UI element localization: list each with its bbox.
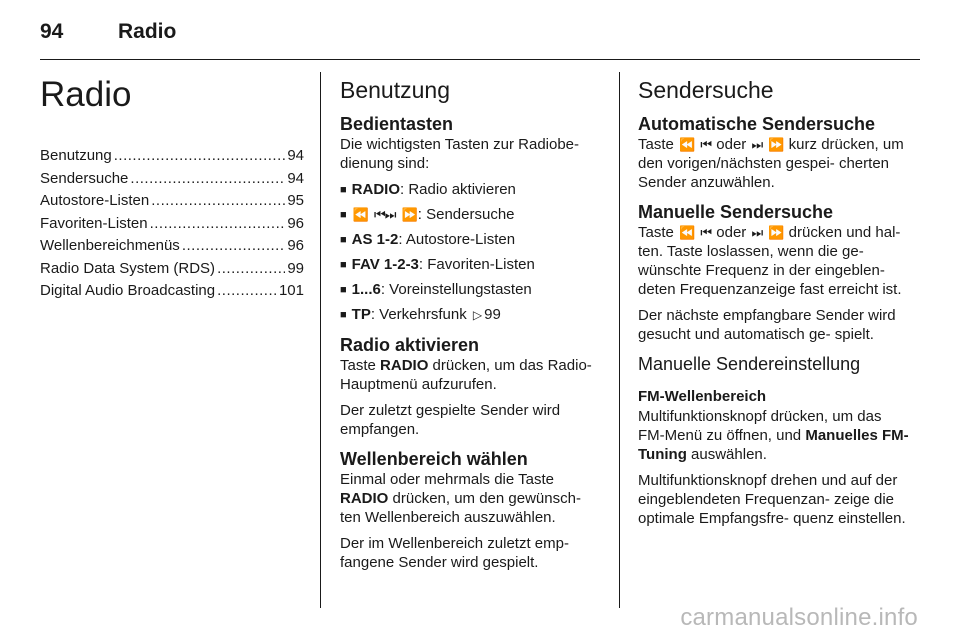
bullet-icon: ■ bbox=[340, 309, 347, 321]
toc-item[interactable]: Favoriten-Listen ..... 96 bbox=[40, 213, 304, 236]
bedientasten-intro: Die wichtigsten Tasten zur Radiobe- dienung sind: bbox=[340, 136, 580, 172]
manuelle-sendersuche-section bbox=[638, 202, 910, 344]
benutzung-column bbox=[340, 72, 602, 582]
seek-back-icon: ⏪ bbox=[679, 137, 695, 152]
seek-back-icon: ⏪ bbox=[679, 225, 695, 240]
next-icon: ⏭ bbox=[751, 225, 763, 240]
list-item: ■ TP: Verkehrsfunk ▷ 99 bbox=[340, 306, 501, 323]
chapter-title: Radio bbox=[40, 75, 132, 114]
radio-aktivieren-text: Taste RADIO drücken, um das Radio-Hauptmenü aufzurufen. bbox=[340, 357, 592, 393]
prev-icon: ⏮ bbox=[700, 225, 712, 240]
bedientasten-section bbox=[340, 114, 602, 325]
benutzung-heading: Benutzung bbox=[340, 77, 450, 103]
toc-item[interactable]: Radio Data System (RDS) ..... 99 bbox=[40, 258, 304, 281]
header-rule bbox=[40, 59, 920, 60]
wellenbereich-section bbox=[340, 449, 602, 572]
seek-forward-icon: ⏩ bbox=[768, 225, 784, 240]
radio-aktivieren-section bbox=[340, 335, 602, 439]
toc-item[interactable]: Sendersuche ..... 94 bbox=[40, 168, 304, 191]
toc-list bbox=[40, 145, 304, 303]
automatische-sendersuche-section bbox=[638, 114, 910, 192]
wellenbereich-heading: Wellenbereich wählen bbox=[340, 449, 528, 469]
bullet-icon: ■ bbox=[340, 184, 347, 196]
key-list bbox=[340, 180, 602, 325]
manuelle-sendersuche-note: Der nächste empfangbare Sender wird gesucht und automatisch ge- spielt. bbox=[638, 307, 896, 343]
sendersuche-heading: Sendersuche bbox=[638, 77, 774, 103]
fm-wellenbereich-text: Multifunktionsknopf drücken, um das FM-Menü zu öffnen, und Manuelles FM-Tuning auswählen. bbox=[638, 408, 909, 463]
bullet-icon: ■ bbox=[340, 234, 347, 246]
column-divider-2 bbox=[619, 72, 620, 608]
toc-column bbox=[40, 72, 304, 303]
bullet-icon: ■ bbox=[340, 259, 347, 271]
list-item: ■ FAV 1-2-3: Favoriten-Listen bbox=[340, 256, 535, 273]
list-item: ■ 1...6: Voreinstellungstasten bbox=[340, 281, 532, 298]
sendereinstellung-section bbox=[638, 354, 910, 528]
prev-icon: ⏮ bbox=[700, 137, 712, 152]
list-item: ■ ⏪ ⏮⏭ ⏩: Sendersuche bbox=[340, 206, 515, 223]
automatische-sendersuche-text: Taste ⏪ ⏮ oder ⏭ ⏩ kurz drücken, um den vorigen/nächsten gespei- cherten Sender anzuwählen. bbox=[638, 136, 904, 191]
wellenbereich-text: Einmal oder mehrmals die Taste RADIO drücken, um den gewünsch- ten Wellenbereich auszuwählen. bbox=[340, 471, 581, 526]
toc-item[interactable]: Benutzung ..... 94 bbox=[40, 145, 304, 168]
toc-item[interactable]: Autostore-Listen ..... 95 bbox=[40, 190, 304, 213]
page-reference[interactable]: 99 bbox=[484, 306, 501, 323]
bullet-icon: ■ bbox=[340, 209, 347, 221]
prev-next-icon: ⏮⏭ bbox=[374, 207, 396, 222]
page-header bbox=[40, 14, 920, 54]
bullet-icon: ■ bbox=[340, 284, 347, 296]
page-number: 94 bbox=[40, 20, 64, 43]
manuelle-sendersuche-text: Taste ⏪ ⏮ oder ⏭ ⏩ drücken und hal- ten. Taste loslassen, wenn die ge- wünschte Frequenz in der eingeblen- deten Frequenzanzeige fast erreicht ist. bbox=[638, 224, 902, 298]
bedientasten-heading: Bedientasten bbox=[340, 114, 454, 134]
sendersuche-column bbox=[638, 72, 910, 538]
toc-item[interactable]: Digital Audio Broadcasting ..... 101 bbox=[40, 280, 304, 303]
page-reference-icon: ▷ bbox=[472, 308, 483, 322]
seek-forward-icon: ⏩ bbox=[401, 207, 417, 222]
page-section-title: Radio bbox=[118, 20, 177, 43]
radio-aktivieren-note: Der zuletzt gespielte Sender wird empfangen. bbox=[340, 402, 561, 438]
radio-aktivieren-heading: Radio aktivieren bbox=[340, 335, 480, 355]
fm-wellenbereich-heading: FM-Wellenbereich bbox=[638, 388, 767, 405]
list-item: ■ AS 1-2: Autostore-Listen bbox=[340, 231, 516, 248]
wellenbereich-note: Der im Wellenbereich zuletzt emp- fangene Sender wird gespielt. bbox=[340, 535, 569, 571]
column-divider-1 bbox=[320, 72, 321, 608]
fm-wellenbereich-note: Multifunktionsknopf drehen und auf der eingeblendeten Frequenzan- zeige die optimale Empfangsfre- quenz einstellen. bbox=[638, 472, 906, 527]
list-item: ■ RADIO: Radio aktivieren bbox=[340, 181, 516, 198]
toc-item[interactable]: Wellenbereichmenüs ..... 96 bbox=[40, 235, 304, 258]
seek-back-icon: ⏪ bbox=[352, 207, 368, 222]
seek-forward-icon: ⏩ bbox=[768, 137, 784, 152]
manuelle-sendersuche-heading: Manuelle Sendersuche bbox=[638, 202, 834, 222]
sendereinstellung-heading: Manuelle Sendereinstellung bbox=[638, 354, 861, 374]
watermark: carmanualsonline.info bbox=[680, 604, 918, 631]
next-icon: ⏭ bbox=[751, 137, 763, 152]
automatische-sendersuche-heading: Automatische Sendersuche bbox=[638, 114, 876, 134]
